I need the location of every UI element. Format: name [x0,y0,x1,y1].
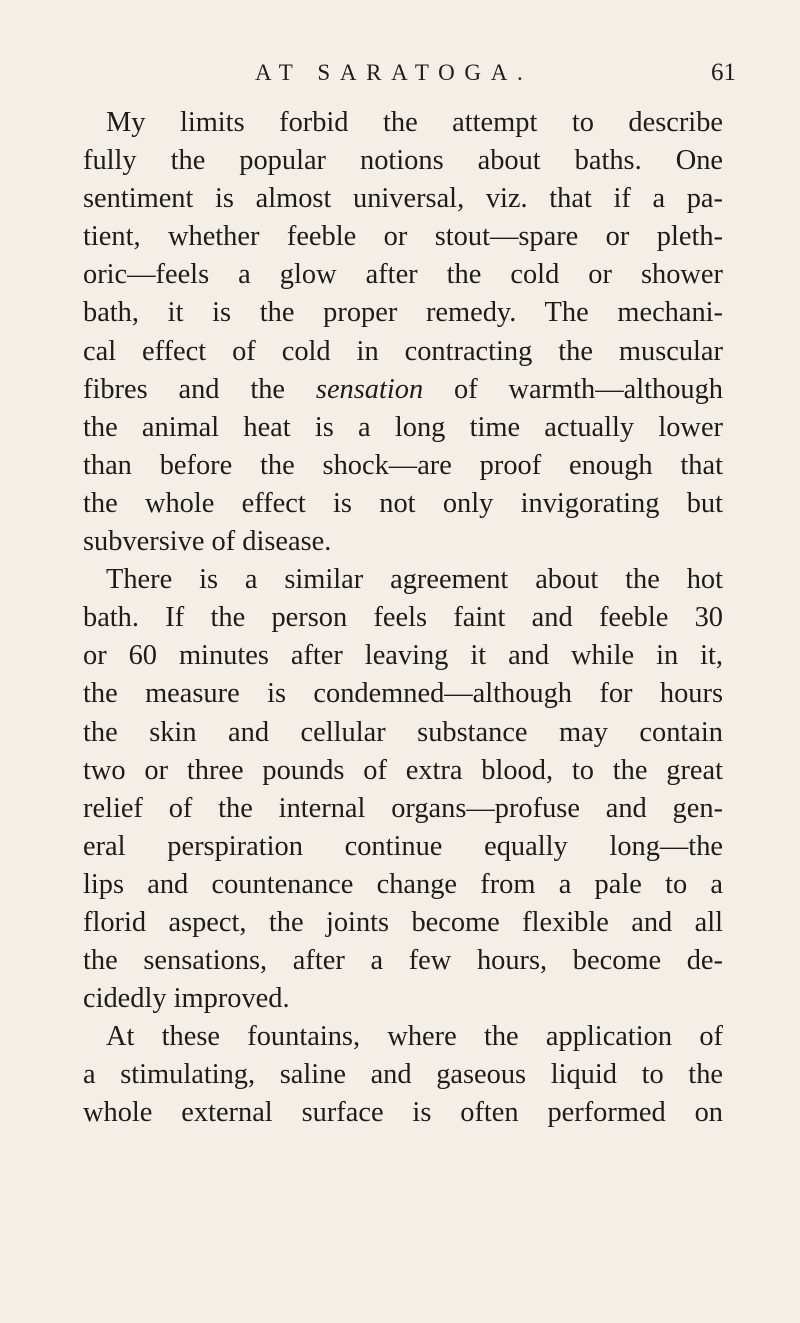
text-line: cidedly improved. [83,983,290,1015]
running-head [0,58,800,98]
text-line-with-emphasis [83,371,723,409]
text-line: My limits forbid the attempt to describe [106,107,723,138]
text-line: or 60 minutes after leaving it and while in it, [83,640,723,672]
text-line: bath. If the person feels faint and feeble 30 [83,602,723,634]
text-line: relief of the internal organs—profuse and gen- [83,792,723,824]
page-number: 61 [711,59,736,86]
text-line: the whole effect is not only invigorating but [83,487,723,519]
text-line: two or three pounds of extra blood, to the great [83,754,723,786]
text-line: a stimulating, saline and gaseous liquid to the [83,1059,723,1091]
text-line: than before the shock—are proof enough that [83,449,723,481]
emphasis-word: sensation [315,373,424,405]
text-segment: fibres and the [83,373,316,405]
text-line: There is a similar agreement about the hot [106,564,723,596]
text-line: bath, it is the proper remedy. The mechani- [83,297,723,329]
running-title: AT SARATOGA. [255,60,533,85]
text-line: At these fountains, where the application of [106,1021,723,1053]
text-line: sentiment is almost universal, viz. that if a pa- [83,183,723,215]
text-line: the skin and cellular substance may contain [83,716,723,748]
text-line: tient, whether feeble or stout—spare or pleth- [83,221,723,253]
text-line: the measure is condemned—although for hours [83,678,723,710]
text-line: eral perspiration continue equally long—the [83,830,723,862]
text-line: oric—feels a glow after the cold or shower [83,259,723,291]
body-text [83,104,723,1133]
text-line: the animal heat is a long time actually lower [83,411,723,443]
text-line: lips and countenance change from a pale to a [83,868,723,900]
text-line: the sensations, after a few hours, become de- [83,945,723,977]
text-line: cal effect of cold in contracting the muscular [83,335,723,367]
text-line: florid aspect, the joints become flexible and all [83,906,723,938]
text-line: subversive of disease. [83,526,332,558]
text-line: fully the popular notions about baths. One [83,145,723,177]
text-line: whole external surface is often performed on [83,1097,723,1129]
text-segment: of warmth—although [423,373,723,405]
